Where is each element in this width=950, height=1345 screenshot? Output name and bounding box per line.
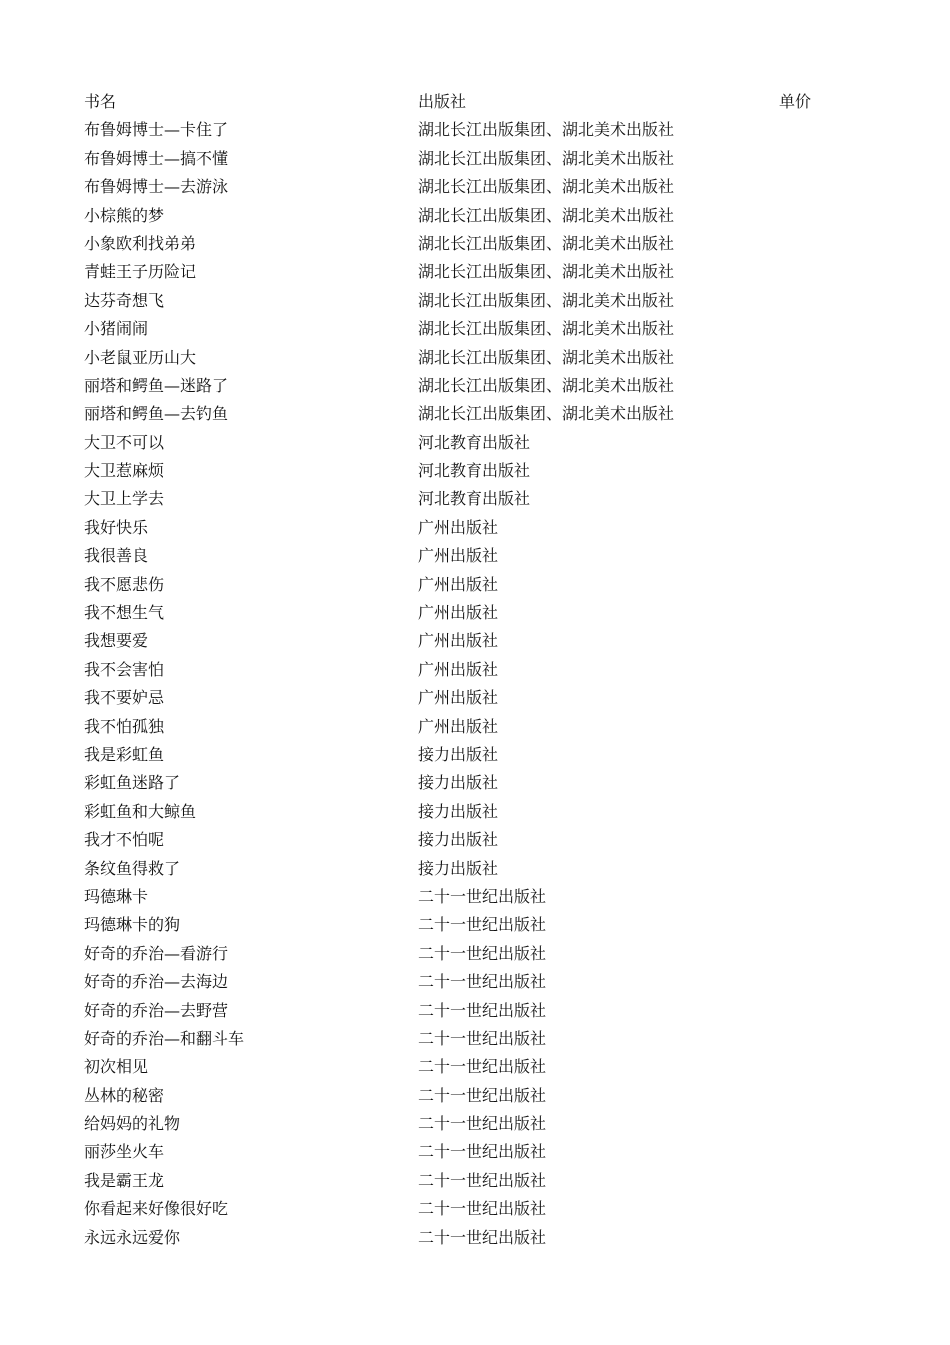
price-cell [779,968,844,996]
price-cell [779,713,844,741]
table-row [84,429,844,457]
publisher-cell: 广州出版社 [418,716,499,736]
price-cell [779,1082,844,1110]
book-title-cell: 玛德琳卡的狗 [84,915,181,935]
table-row [84,315,844,343]
book-title-cell: 我很善良 [84,546,149,566]
book-title-cell: 大卫上学去 [84,489,165,509]
price-cell [779,627,844,655]
table-row [84,1082,844,1110]
book-title-cell: 我不想生气 [84,603,165,623]
publisher-cell: 湖北长江出版集团、湖北美术出版社 [418,205,675,225]
header-title: 书名 [84,92,117,111]
book-title-cell: 我不会害怕 [84,659,165,679]
publisher-cell: 湖北长江出版集团、湖北美术出版社 [418,347,675,367]
book-list-table [84,88,844,1252]
price-cell [779,457,844,485]
price-cell [779,485,844,513]
table-row [84,145,844,173]
table-row [84,344,844,372]
book-title-cell: 青蛙王子历险记 [84,262,197,282]
publisher-cell: 河北教育出版社 [418,461,531,481]
book-title-cell: 小象欧利找弟弟 [84,233,197,253]
table-row [84,1224,844,1252]
publisher-cell: 广州出版社 [418,631,499,651]
book-title-cell: 小猪闹闹 [84,319,149,339]
book-title-cell: 丽莎坐火车 [84,1142,165,1162]
book-title-cell: 永远永远爱你 [84,1227,181,1247]
price-cell [779,1025,844,1053]
book-title-cell: 大卫不可以 [84,432,165,452]
table-row [84,1195,844,1223]
table-row [84,997,844,1025]
table-row [84,202,844,230]
publisher-cell: 二十一世纪出版社 [418,1000,547,1020]
table-row [84,713,844,741]
publisher-cell: 接力出版社 [418,801,499,821]
table-row [84,1025,844,1053]
price-cell [779,911,844,939]
book-title-cell: 布鲁姆博士—去游泳 [84,177,229,197]
table-row [84,1138,844,1166]
publisher-cell: 湖北长江出版集团、湖北美术出版社 [418,148,675,168]
book-title-cell: 好奇的乔治—看游行 [84,943,229,963]
publisher-cell: 湖北长江出版集团、湖北美术出版社 [418,177,675,197]
book-title-cell: 我是霸王龙 [84,1170,165,1190]
book-title-cell: 给妈妈的礼物 [84,1114,181,1134]
book-title-cell: 你看起来好像很好吃 [84,1199,229,1219]
table-row [84,769,844,797]
book-title-cell: 小棕熊的梦 [84,205,165,225]
price-cell [779,656,844,684]
book-title-cell: 丛林的秘密 [84,1085,165,1105]
price-cell [779,202,844,230]
price-cell [779,315,844,343]
table-row [84,968,844,996]
book-title-cell: 好奇的乔治—去海边 [84,972,229,992]
book-title-cell: 布鲁姆博士—卡住了 [84,120,229,140]
book-title-cell: 好奇的乔治—去野营 [84,1000,229,1020]
book-title-cell: 我不愿悲伤 [84,574,165,594]
book-title-cell: 丽塔和鳄鱼—迷路了 [84,375,229,395]
table-row [84,826,844,854]
table-row [84,485,844,513]
table-body [84,116,844,1252]
table-row [84,684,844,712]
book-title-cell: 我想要爱 [84,631,149,651]
price-cell [779,400,844,428]
price-cell [779,684,844,712]
book-title-cell: 我才不怕呢 [84,830,165,850]
book-title-cell: 丽塔和鳄鱼—去钓鱼 [84,404,229,424]
price-cell [779,258,844,286]
price-cell [779,287,844,315]
publisher-cell: 河北教育出版社 [418,489,531,509]
book-title-cell: 我好快乐 [84,517,149,537]
publisher-cell: 二十一世纪出版社 [418,1227,547,1247]
price-cell [779,798,844,826]
table-row [84,656,844,684]
book-title-cell: 彩虹鱼和大鲸鱼 [84,801,197,821]
book-title-cell: 我不怕孤独 [84,716,165,736]
table-row [84,571,844,599]
price-cell [779,1138,844,1166]
publisher-cell: 湖北长江出版集团、湖北美术出版社 [418,375,675,395]
publisher-cell: 二十一世纪出版社 [418,886,547,906]
table-row [84,230,844,258]
publisher-cell: 二十一世纪出版社 [418,1028,547,1048]
table-row [84,542,844,570]
price-cell [779,145,844,173]
publisher-cell: 接力出版社 [418,858,499,878]
table-row [84,741,844,769]
table-row [84,599,844,627]
table-row [84,457,844,485]
table-row [84,883,844,911]
price-cell [779,855,844,883]
publisher-cell: 湖北长江出版集团、湖北美术出版社 [418,404,675,424]
price-cell [779,344,844,372]
price-cell [779,542,844,570]
book-title-cell: 大卫惹麻烦 [84,461,165,481]
table-row [84,1167,844,1195]
price-cell [779,741,844,769]
table-row [84,514,844,542]
price-cell [779,1053,844,1081]
publisher-cell: 二十一世纪出版社 [418,915,547,935]
table-row [84,1110,844,1138]
book-title-cell: 达芬奇想飞 [84,290,165,310]
publisher-cell: 二十一世纪出版社 [418,1199,547,1219]
table-row [84,911,844,939]
publisher-cell: 二十一世纪出版社 [418,1114,547,1134]
publisher-cell: 接力出版社 [418,744,499,764]
price-cell [779,514,844,542]
price-cell [779,769,844,797]
price-cell [779,372,844,400]
table-row [84,173,844,201]
price-cell [779,940,844,968]
publisher-cell: 广州出版社 [418,688,499,708]
publisher-cell: 接力出版社 [418,773,499,793]
header-price: 单价 [779,92,812,111]
table-header-row [84,88,844,116]
book-title-cell: 初次相见 [84,1057,149,1077]
price-cell [779,116,844,144]
table-row [84,258,844,286]
price-cell [779,173,844,201]
table-row [84,627,844,655]
table-row [84,940,844,968]
price-cell [779,230,844,258]
publisher-cell: 二十一世纪出版社 [418,1057,547,1077]
price-cell [779,883,844,911]
publisher-cell: 湖北长江出版集团、湖北美术出版社 [418,262,675,282]
book-title-cell: 好奇的乔治—和翻斗车 [84,1028,245,1048]
table-row [84,1053,844,1081]
publisher-cell: 二十一世纪出版社 [418,1142,547,1162]
price-cell [779,599,844,627]
publisher-cell: 湖北长江出版集团、湖北美术出版社 [418,290,675,310]
table-row [84,855,844,883]
publisher-cell: 广州出版社 [418,574,499,594]
publisher-cell: 广州出版社 [418,517,499,537]
book-title-cell: 布鲁姆博士—搞不懂 [84,148,229,168]
publisher-cell: 二十一世纪出版社 [418,1085,547,1105]
book-title-cell: 我是彩虹鱼 [84,744,165,764]
publisher-cell: 河北教育出版社 [418,432,531,452]
header-publisher: 出版社 [418,92,467,111]
price-cell [779,1110,844,1138]
book-title-cell: 我不要妒忌 [84,688,165,708]
price-cell [779,1167,844,1195]
publisher-cell: 广州出版社 [418,546,499,566]
publisher-cell: 湖北长江出版集团、湖北美术出版社 [418,233,675,253]
table-row [84,400,844,428]
price-cell [779,1195,844,1223]
publisher-cell: 二十一世纪出版社 [418,943,547,963]
price-cell [779,429,844,457]
publisher-cell: 湖北长江出版集团、湖北美术出版社 [418,120,675,140]
book-title-cell: 条纹鱼得救了 [84,858,181,878]
price-cell [779,826,844,854]
price-cell [779,571,844,599]
table-row [84,287,844,315]
price-cell [779,1224,844,1252]
publisher-cell: 接力出版社 [418,830,499,850]
price-cell [779,997,844,1025]
publisher-cell: 二十一世纪出版社 [418,972,547,992]
book-title-cell: 玛德琳卡 [84,886,149,906]
table-row [84,116,844,144]
publisher-cell: 广州出版社 [418,603,499,623]
publisher-cell: 湖北长江出版集团、湖北美术出版社 [418,319,675,339]
table-row [84,372,844,400]
publisher-cell: 二十一世纪出版社 [418,1170,547,1190]
book-title-cell: 彩虹鱼迷路了 [84,773,181,793]
table-row [84,798,844,826]
book-title-cell: 小老鼠亚历山大 [84,347,197,367]
publisher-cell: 广州出版社 [418,659,499,679]
